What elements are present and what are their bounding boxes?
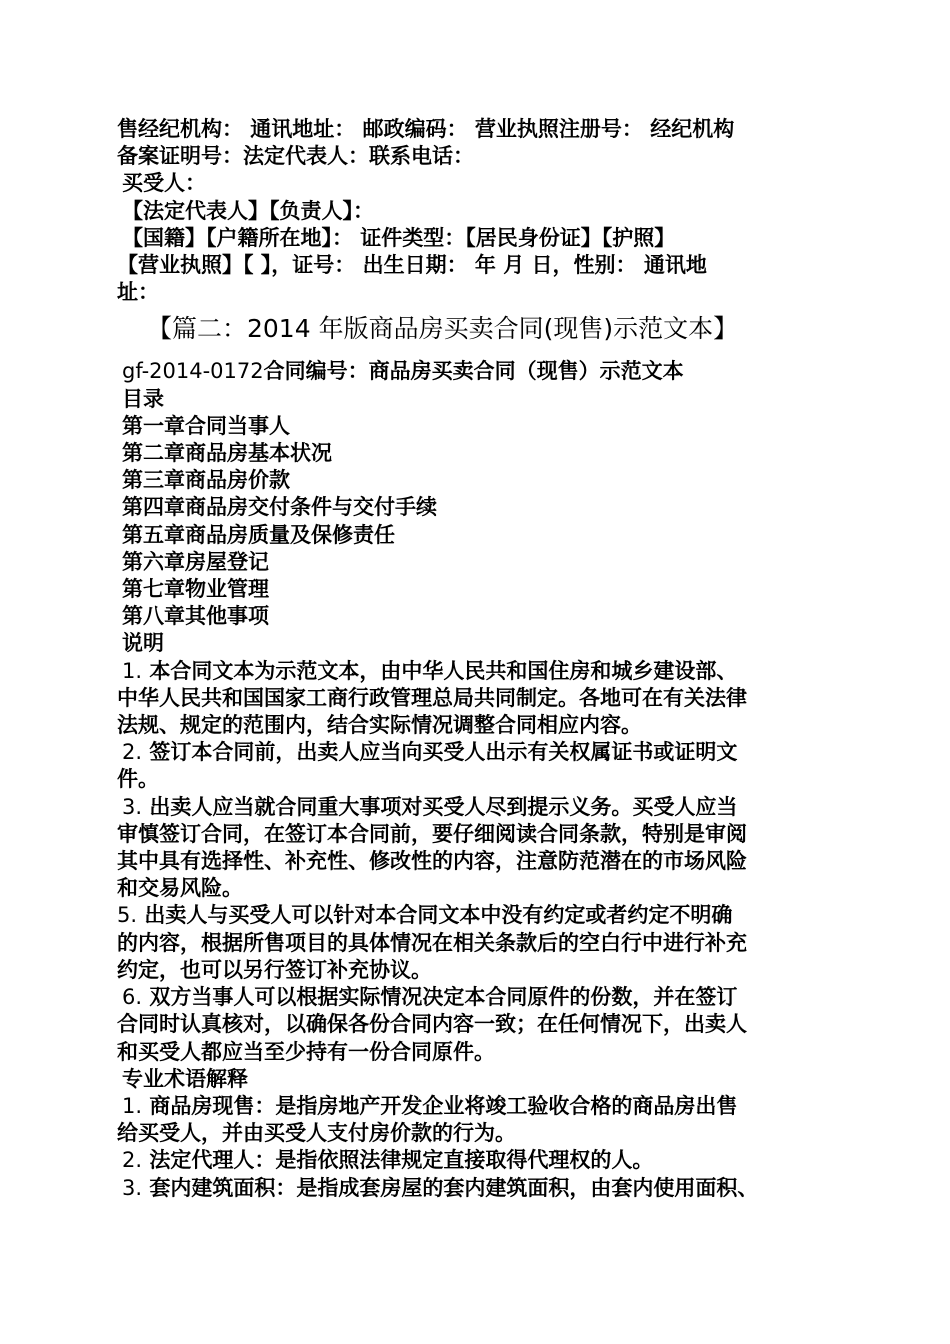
notes-title: 说明: [122, 631, 164, 656]
note-3-line-3: 其中具有选择性、补充性、修改性的内容，注意防范潜在的市场风险: [117, 849, 747, 874]
note-3-line-2: 审慎签订合同，在签订本合同前，要仔细阅读合同条款，特别是审阅: [117, 821, 747, 846]
seller-agency-line-2: 备案证明号：法定代表人：联系电话：: [117, 144, 474, 169]
term-1-text: 商品房现售：是指房地产开发企业将竣工验收合格的商品房出售: [142, 1093, 738, 1118]
note-3-text: 出卖人应当就合同重大事项对买受人尽到提示义务。买受人应当: [142, 794, 738, 819]
term-1-line-2: 给买受人，并由买受人支付房价款的行为。: [117, 1121, 516, 1146]
term-2-number: 2.: [122, 1148, 143, 1173]
note-3-line-4: 和交易风险。: [117, 876, 243, 901]
terms-title: 专业术语解释: [122, 1066, 248, 1091]
nationality-line: 【国籍】【户籍所在地】： 证件类型：【居民身份证】【护照】: [122, 225, 676, 250]
chapter-4: 第四章商品房交付条件与交付手续: [122, 495, 437, 520]
legal-rep-label: 【法定代表人】【负责人】：: [122, 198, 374, 223]
note-6-number: 6.: [122, 985, 143, 1010]
chapter-3: 第三章商品房价款: [122, 468, 290, 493]
buyer-label: 买受人：: [122, 171, 206, 196]
chapter-2: 第二章商品房基本状况: [122, 441, 332, 466]
address-tail: 址：: [117, 280, 159, 305]
term-1-line-1: [117, 1093, 835, 1120]
note-2-number: 2.: [122, 740, 143, 765]
note-5-number: 5.: [117, 903, 138, 928]
note-1-line-3: 法规、规定的范围内，结合实际情况调整合同相应内容。: [117, 713, 642, 738]
note-6-line-1: [117, 984, 835, 1011]
chapter-8: 第八章其他事项: [122, 604, 269, 629]
note-2-line-2: 件。: [117, 767, 159, 792]
note-5-text: 出卖人与买受人可以针对本合同文本中没有约定或者约定不明确: [137, 903, 733, 928]
contract-code-line: [117, 358, 835, 385]
document-page: [117, 116, 835, 1202]
chapter-6: 第六章房屋登记: [122, 549, 269, 574]
section-heading: 【篇二：2014 年版商品房买卖合同(现售)示范文本】: [147, 314, 739, 344]
note-1-line-1: [117, 658, 835, 685]
note-2-text: 签订本合同前，出卖人应当向买受人出示有关权属证书或证明文: [142, 740, 738, 765]
term-2-line-1: [117, 1147, 835, 1174]
note-5-line-1: [117, 902, 835, 929]
note-1-line-2: 中华人民共和国国家工商行政管理总局共同制定。各地可在有关法律: [117, 685, 747, 710]
contract-code: gf-2014-0172: [122, 359, 264, 384]
chapter-7: 第七章物业管理: [122, 577, 269, 602]
note-1-number: 1.: [122, 658, 143, 683]
toc-title: 目录: [122, 386, 164, 411]
note-2-line-1: [117, 739, 835, 766]
note-6-line-2: 合同时认真核对，以确保各份合同内容一致；在任何情况下，出卖人: [117, 1012, 747, 1037]
note-3-number: 3.: [122, 794, 143, 819]
note-6-line-3: 和买受人都应当至少持有一份合同原件。: [117, 1039, 495, 1064]
term-3-text: 套内建筑面积：是指成套房屋的套内建筑面积，由套内使用面积、: [142, 1175, 759, 1200]
note-1-text: 本合同文本为示范文本，由中华人民共和国住房和城乡建设部、: [142, 658, 738, 683]
seller-agency-line-1: 售经纪机构： 通讯地址： 邮政编码： 营业执照注册号： 经纪机构: [117, 117, 735, 141]
chapter-1: 第一章合同当事人: [122, 413, 290, 438]
term-3-line-1: [117, 1175, 835, 1202]
note-3-line-1: [117, 794, 835, 821]
term-2-text: 法定代理人：是指依照法律规定直接取得代理权的人。: [142, 1148, 654, 1173]
term-1-number: 1.: [122, 1093, 143, 1118]
contract-title: 合同编号：商品房买卖合同（现售）示范文本: [263, 359, 684, 384]
note-5-line-2: 的内容，根据所售项目的具体情况在相关条款后的空白行中进行补充: [117, 930, 747, 955]
license-line: 【营业执照】【 】，证号： 出生日期： 年 月 日，性别： 通讯地: [117, 253, 707, 278]
chapter-5: 第五章商品房质量及保修责任: [122, 522, 395, 547]
note-5-line-3: 约定，也可以另行签订补充协议。: [117, 957, 432, 982]
term-3-number: 3.: [122, 1175, 143, 1200]
note-6-text: 双方当事人可以根据实际情况决定本合同原件的份数，并在签订: [142, 985, 738, 1010]
